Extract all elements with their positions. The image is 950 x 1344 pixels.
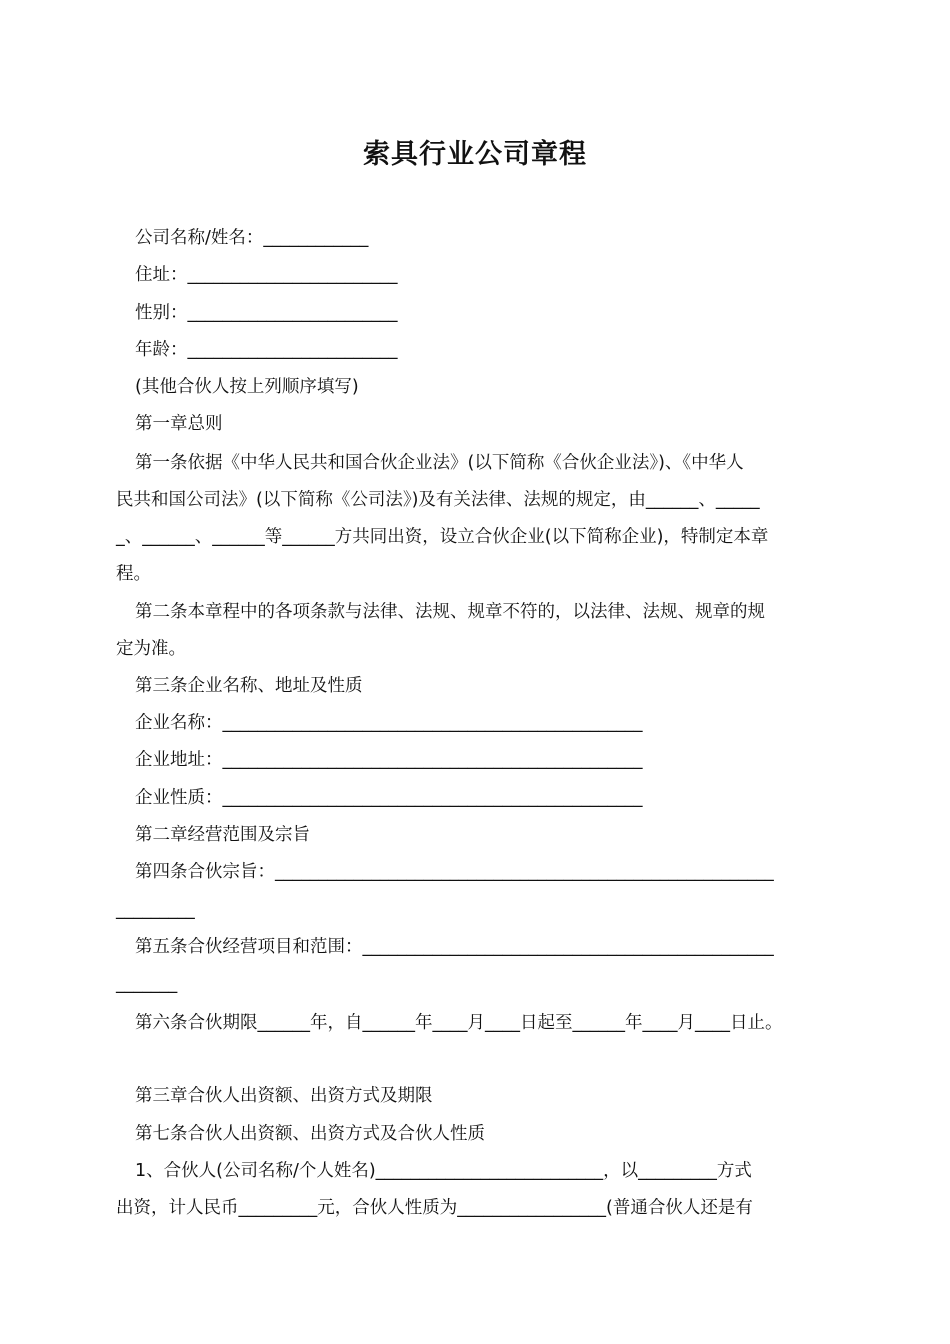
article-1-line-3: _、______、______等______方共同出资，设立合伙企业(以下简称企业)，特制定本章: [116, 527, 769, 547]
chapter-heading-3: 第三章合伙人出资额、出资方式及期限: [135, 1086, 433, 1106]
article-5-line-2: _______: [116, 974, 178, 994]
article-2-line-1: 第二条本章程中的各项条款与法律、法规、规章不符的，以法律、法规、规章的规: [135, 602, 765, 622]
field-enterprise-name: 企业名称：________________________________________________: [135, 713, 643, 733]
article-6: 第六条合伙期限______年，自______年____月____日起至______年____月____日止。: [135, 1013, 783, 1033]
field-age: 年龄：________________________: [135, 340, 398, 360]
article-4-line-2: _________: [116, 900, 195, 920]
field-gender: 性别：________________________: [135, 303, 398, 323]
document-title: 索具行业公司章程: [363, 139, 587, 170]
article-3-heading: 第三条企业名称、地址及性质: [135, 676, 363, 696]
article-5-line-1: 第五条合伙经营项目和范围：_______________________________________________: [135, 937, 774, 957]
partner-1-line-1: 1、合伙人(公司名称/个人姓名)__________________________，以_________方式: [135, 1161, 752, 1181]
chapter-heading-2: 第二章经营范围及宗旨: [135, 825, 310, 845]
chapter-heading-1: 第一章总则: [135, 414, 223, 434]
article-1-line-2: 民共和国公司法》(以下简称《公司法》)及有关法律、法规的规定，由______、_____: [116, 490, 760, 510]
article-1-line-4: 程。: [116, 564, 151, 584]
note-other-partners: (其他合伙人按上列顺序填写): [135, 377, 359, 397]
field-enterprise-address: 企业地址：________________________________________________: [135, 750, 643, 770]
article-1-line-1: 第一条依据《中华人民共和国合伙企业法》(以下简称《合伙企业法》)、《中华人: [135, 453, 744, 473]
partner-1-line-2: 出资，计人民币_________元，合伙人性质为_________________(普通合伙人还是有: [116, 1198, 753, 1218]
article-2-line-2: 定为准。: [116, 639, 186, 659]
field-enterprise-nature: 企业性质：________________________________________________: [135, 788, 643, 808]
article-4-line-1: 第四条合伙宗旨：_________________________________________________________: [135, 862, 774, 882]
field-company-name: 公司名称/姓名：____________: [135, 228, 369, 248]
article-7-heading: 第七条合伙人出资额、出资方式及合伙人性质: [135, 1124, 485, 1144]
field-address: 住址：________________________: [135, 265, 398, 285]
